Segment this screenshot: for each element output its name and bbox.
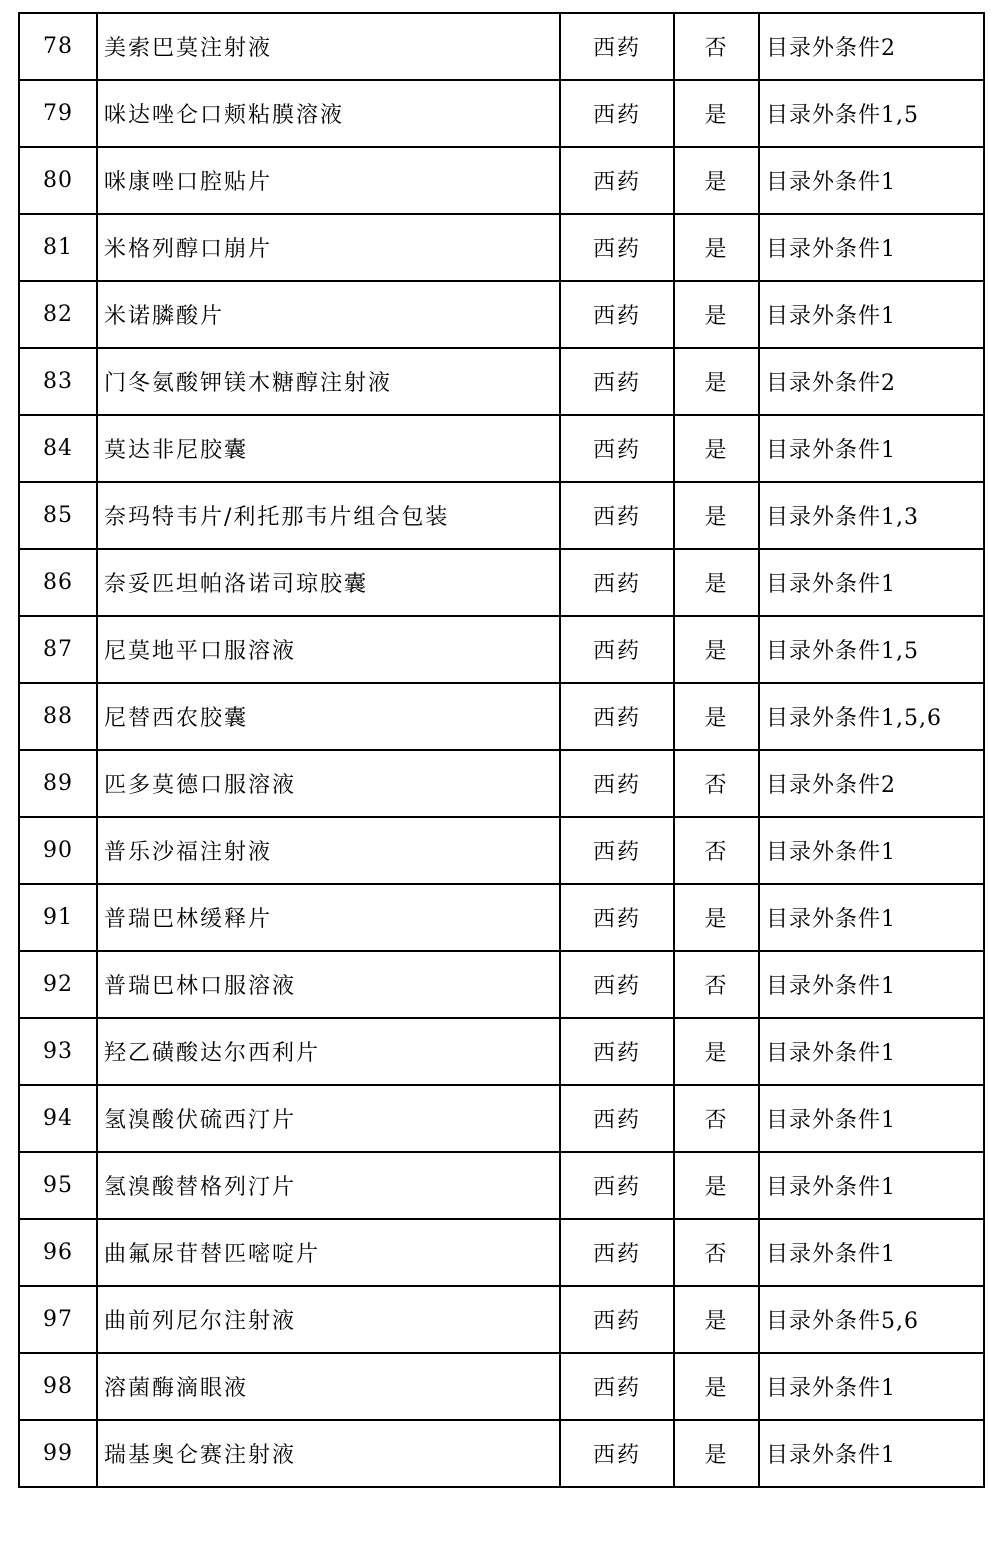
drug-name-cell: 曲前列尼尔注射液 bbox=[97, 1286, 560, 1353]
table-row bbox=[19, 750, 984, 817]
drug-type-cell: 西药 bbox=[560, 1353, 674, 1420]
flag-cell: 是 bbox=[674, 683, 759, 750]
row-number-cell: 96 bbox=[19, 1219, 97, 1286]
drug-name-cell: 米格列醇口崩片 bbox=[97, 214, 560, 281]
drug-name-cell: 奈玛特韦片/利托那韦片组合包装 bbox=[97, 482, 560, 549]
table-row bbox=[19, 884, 984, 951]
flag-cell: 是 bbox=[674, 1353, 759, 1420]
flag-cell: 是 bbox=[674, 415, 759, 482]
drug-type-cell: 西药 bbox=[560, 80, 674, 147]
table-row bbox=[19, 1085, 984, 1152]
table-row bbox=[19, 1152, 984, 1219]
drug-type-cell: 西药 bbox=[560, 415, 674, 482]
drug-type-cell: 西药 bbox=[560, 281, 674, 348]
condition-cell: 目录外条件1 bbox=[759, 1219, 984, 1286]
table-row bbox=[19, 415, 984, 482]
condition-cell: 目录外条件1 bbox=[759, 1353, 984, 1420]
condition-cell: 目录外条件1,5 bbox=[759, 80, 984, 147]
flag-cell: 否 bbox=[674, 1219, 759, 1286]
row-number-cell: 90 bbox=[19, 817, 97, 884]
drug-type-cell: 西药 bbox=[560, 147, 674, 214]
flag-cell: 否 bbox=[674, 951, 759, 1018]
drug-type-cell: 西药 bbox=[560, 214, 674, 281]
condition-cell: 目录外条件1 bbox=[759, 147, 984, 214]
row-number-cell: 84 bbox=[19, 415, 97, 482]
row-number-cell: 83 bbox=[19, 348, 97, 415]
condition-cell: 目录外条件1 bbox=[759, 1420, 984, 1487]
drug-name-cell: 氢溴酸替格列汀片 bbox=[97, 1152, 560, 1219]
table-row bbox=[19, 281, 984, 348]
drug-name-cell: 门冬氨酸钾镁木糖醇注射液 bbox=[97, 348, 560, 415]
drug-type-cell: 西药 bbox=[560, 951, 674, 1018]
drug-list-body bbox=[19, 13, 984, 1487]
row-number-cell: 98 bbox=[19, 1353, 97, 1420]
flag-cell: 是 bbox=[674, 281, 759, 348]
row-number-cell: 97 bbox=[19, 1286, 97, 1353]
row-number-cell: 92 bbox=[19, 951, 97, 1018]
table-row bbox=[19, 683, 984, 750]
drug-name-cell: 普瑞巴林口服溶液 bbox=[97, 951, 560, 1018]
table-row bbox=[19, 1219, 984, 1286]
table-row bbox=[19, 482, 984, 549]
flag-cell: 是 bbox=[674, 214, 759, 281]
flag-cell: 是 bbox=[674, 1018, 759, 1085]
drug-type-cell: 西药 bbox=[560, 1018, 674, 1085]
condition-cell: 目录外条件1,3 bbox=[759, 482, 984, 549]
flag-cell: 否 bbox=[674, 817, 759, 884]
condition-cell: 目录外条件1 bbox=[759, 884, 984, 951]
row-number-cell: 81 bbox=[19, 214, 97, 281]
flag-cell: 否 bbox=[674, 1085, 759, 1152]
row-number-cell: 95 bbox=[19, 1152, 97, 1219]
table-row bbox=[19, 1286, 984, 1353]
drug-type-cell: 西药 bbox=[560, 1152, 674, 1219]
table-row bbox=[19, 13, 984, 80]
flag-cell: 是 bbox=[674, 884, 759, 951]
condition-cell: 目录外条件1,5,6 bbox=[759, 683, 984, 750]
drug-name-cell: 尼莫地平口服溶液 bbox=[97, 616, 560, 683]
table-row bbox=[19, 348, 984, 415]
drug-type-cell: 西药 bbox=[560, 683, 674, 750]
drug-name-cell: 氢溴酸伏硫西汀片 bbox=[97, 1085, 560, 1152]
condition-cell: 目录外条件1,5 bbox=[759, 616, 984, 683]
row-number-cell: 80 bbox=[19, 147, 97, 214]
row-number-cell: 93 bbox=[19, 1018, 97, 1085]
drug-name-cell: 曲氟尿苷替匹嘧啶片 bbox=[97, 1219, 560, 1286]
condition-cell: 目录外条件1 bbox=[759, 1018, 984, 1085]
row-number-cell: 82 bbox=[19, 281, 97, 348]
drug-name-cell: 普乐沙福注射液 bbox=[97, 817, 560, 884]
row-number-cell: 99 bbox=[19, 1420, 97, 1487]
drug-name-cell: 美索巴莫注射液 bbox=[97, 13, 560, 80]
condition-cell: 目录外条件1 bbox=[759, 214, 984, 281]
flag-cell: 是 bbox=[674, 348, 759, 415]
drug-name-cell: 瑞基奥仑赛注射液 bbox=[97, 1420, 560, 1487]
row-number-cell: 79 bbox=[19, 80, 97, 147]
flag-cell: 是 bbox=[674, 1152, 759, 1219]
flag-cell: 是 bbox=[674, 482, 759, 549]
drug-type-cell: 西药 bbox=[560, 348, 674, 415]
drug-name-cell: 羟乙磺酸达尔西利片 bbox=[97, 1018, 560, 1085]
flag-cell: 是 bbox=[674, 549, 759, 616]
table-row bbox=[19, 1018, 984, 1085]
row-number-cell: 91 bbox=[19, 884, 97, 951]
drug-name-cell: 莫达非尼胶囊 bbox=[97, 415, 560, 482]
drug-type-cell: 西药 bbox=[560, 482, 674, 549]
table-row bbox=[19, 214, 984, 281]
row-number-cell: 86 bbox=[19, 549, 97, 616]
table-row bbox=[19, 147, 984, 214]
drug-type-cell: 西药 bbox=[560, 750, 674, 817]
table-row bbox=[19, 616, 984, 683]
condition-cell: 目录外条件2 bbox=[759, 750, 984, 817]
drug-type-cell: 西药 bbox=[560, 549, 674, 616]
drug-type-cell: 西药 bbox=[560, 616, 674, 683]
drug-type-cell: 西药 bbox=[560, 1286, 674, 1353]
drug-type-cell: 西药 bbox=[560, 817, 674, 884]
row-number-cell: 78 bbox=[19, 13, 97, 80]
condition-cell: 目录外条件1 bbox=[759, 281, 984, 348]
condition-cell: 目录外条件1 bbox=[759, 415, 984, 482]
condition-cell: 目录外条件1 bbox=[759, 1152, 984, 1219]
condition-cell: 目录外条件1 bbox=[759, 817, 984, 884]
drug-name-cell: 普瑞巴林缓释片 bbox=[97, 884, 560, 951]
drug-name-cell: 溶菌酶滴眼液 bbox=[97, 1353, 560, 1420]
drug-type-cell: 西药 bbox=[560, 1085, 674, 1152]
condition-cell: 目录外条件2 bbox=[759, 348, 984, 415]
flag-cell: 是 bbox=[674, 1286, 759, 1353]
flag-cell: 否 bbox=[674, 750, 759, 817]
drug-name-cell: 咪康唑口腔贴片 bbox=[97, 147, 560, 214]
row-number-cell: 88 bbox=[19, 683, 97, 750]
condition-cell: 目录外条件1 bbox=[759, 1085, 984, 1152]
flag-cell: 是 bbox=[674, 80, 759, 147]
drug-type-cell: 西药 bbox=[560, 1219, 674, 1286]
row-number-cell: 87 bbox=[19, 616, 97, 683]
condition-cell: 目录外条件2 bbox=[759, 13, 984, 80]
row-number-cell: 89 bbox=[19, 750, 97, 817]
drug-name-cell: 咪达唑仑口颊粘膜溶液 bbox=[97, 80, 560, 147]
table-row bbox=[19, 1420, 984, 1487]
flag-cell: 否 bbox=[674, 13, 759, 80]
condition-cell: 目录外条件5,6 bbox=[759, 1286, 984, 1353]
row-number-cell: 85 bbox=[19, 482, 97, 549]
table-row bbox=[19, 1353, 984, 1420]
drug-type-cell: 西药 bbox=[560, 13, 674, 80]
table-row bbox=[19, 817, 984, 884]
row-number-cell: 94 bbox=[19, 1085, 97, 1152]
drug-name-cell: 尼替西农胶囊 bbox=[97, 683, 560, 750]
drug-type-cell: 西药 bbox=[560, 884, 674, 951]
drug-list-table bbox=[18, 12, 985, 1488]
table-row bbox=[19, 549, 984, 616]
flag-cell: 是 bbox=[674, 147, 759, 214]
table-row bbox=[19, 80, 984, 147]
flag-cell: 是 bbox=[674, 616, 759, 683]
drug-name-cell: 奈妥匹坦帕洛诺司琼胶囊 bbox=[97, 549, 560, 616]
condition-cell: 目录外条件1 bbox=[759, 549, 984, 616]
flag-cell: 是 bbox=[674, 1420, 759, 1487]
drug-name-cell: 匹多莫德口服溶液 bbox=[97, 750, 560, 817]
table-row bbox=[19, 951, 984, 1018]
condition-cell: 目录外条件1 bbox=[759, 951, 984, 1018]
drug-name-cell: 米诺膦酸片 bbox=[97, 281, 560, 348]
drug-type-cell: 西药 bbox=[560, 1420, 674, 1487]
